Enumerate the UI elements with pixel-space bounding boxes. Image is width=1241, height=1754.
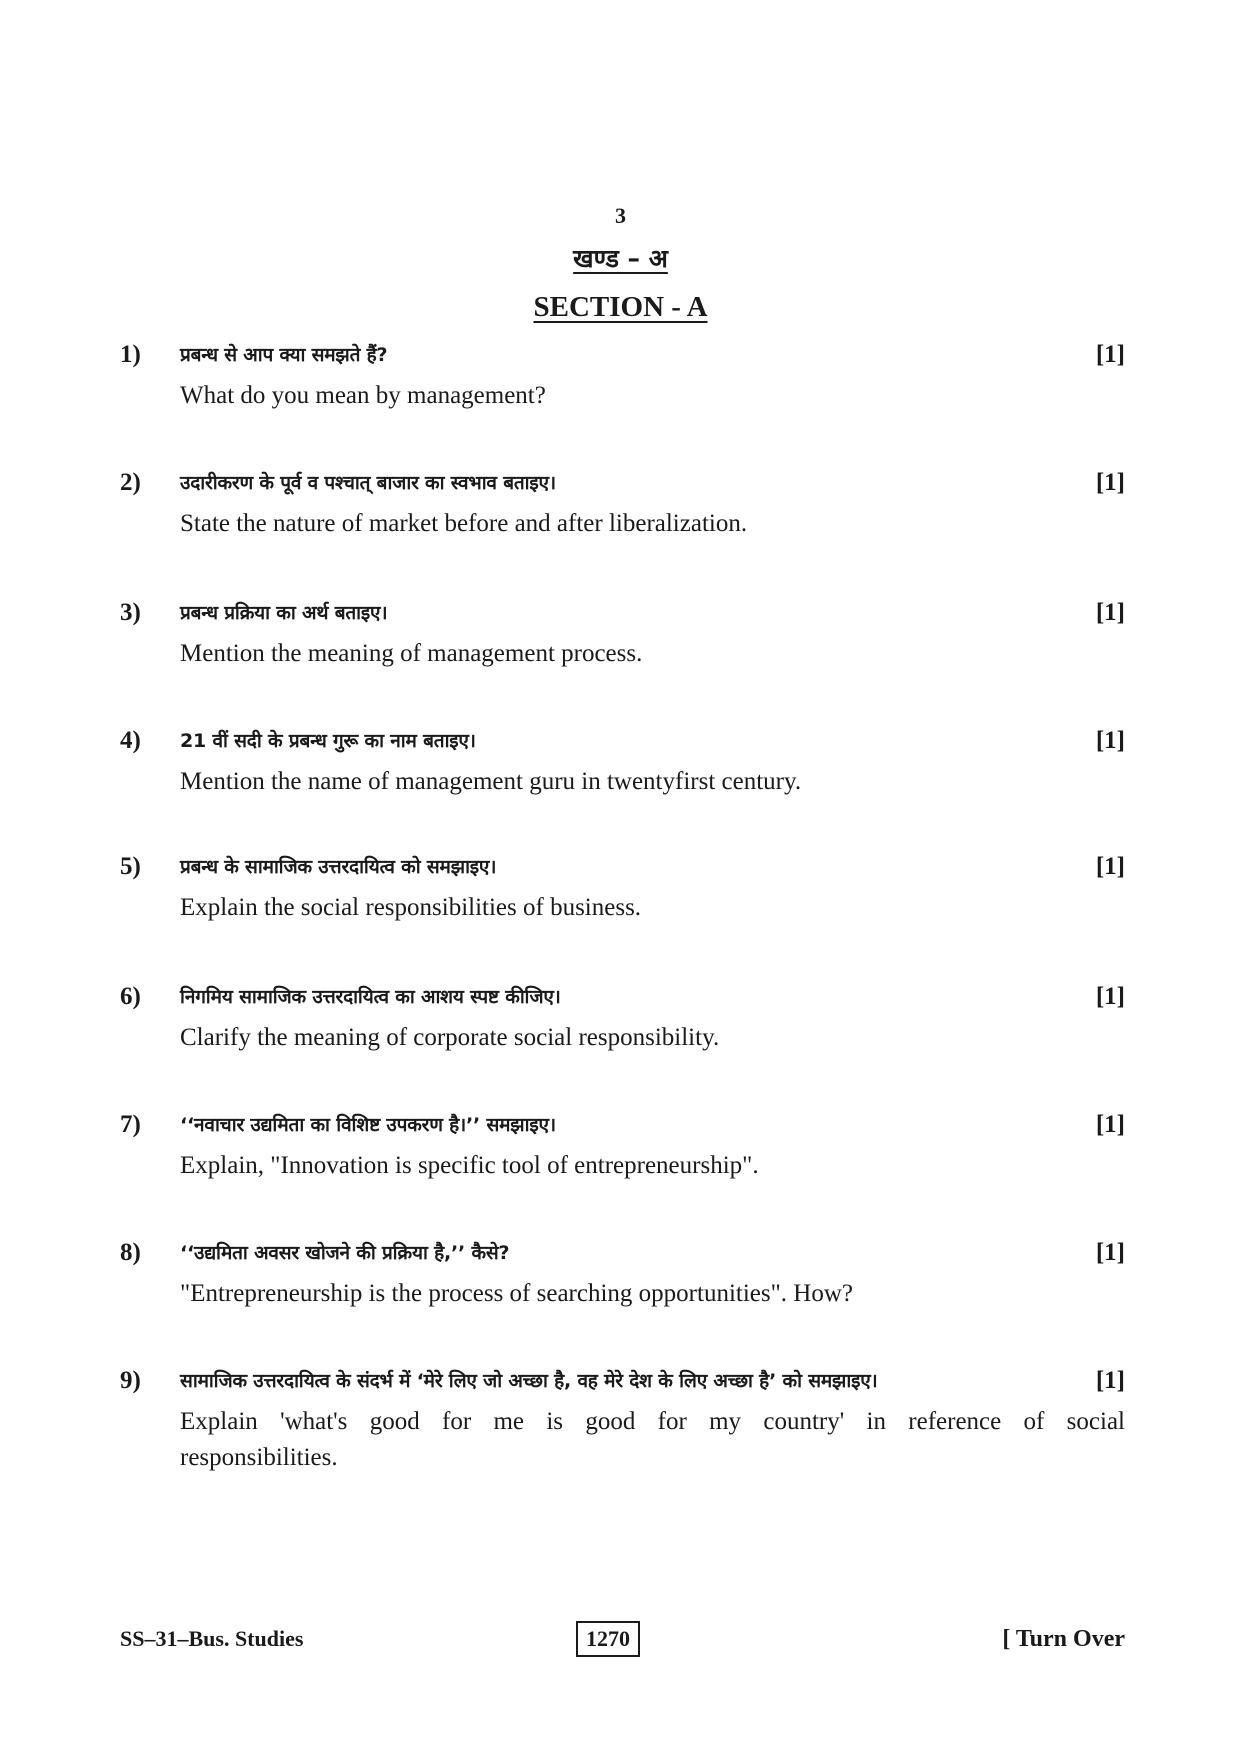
question-text-hindi: प्रबन्ध के सामाजिक उत्तरदायित्व को समझाइए। [180,856,497,878]
question-text-hindi: उदारीकरण के पूर्व व पश्चात् बाजार का स्वभाव बताइए। [180,472,556,494]
footer-subject: SS–31–Bus. Studies [120,1626,304,1651]
question-text-hindi: ‘‘उद्यमिता अवसर खोजने की प्रक्रिया है,’’ कैसे? [180,1242,510,1264]
question-marks: [1] [1095,1367,1125,1394]
question-text-hindi: ‘‘नवाचार उद्यमिता का विशिष्ट उपकरण है।’’ समझाइए। [180,1114,556,1136]
question-marks: [1] [1095,1111,1125,1138]
page-number: 3 [615,203,626,228]
question-text-hindi: प्रबन्ध से आप क्या समझते हैं? [180,344,388,366]
question-text-english: Explain, "Innovation is specific tool of entrepreneurship". [180,1152,759,1179]
question-number: 5) [120,853,141,880]
question-number: 2) [120,469,141,496]
question-text-hindi: निगमिय सामाजिक उत्तरदायित्व का आशय स्पष्ट कीजिए। [180,986,561,1008]
section-title-english-text: SECTION - A [533,291,708,323]
question-text-english: "Entrepreneurship is the process of searching opportunities". How? [180,1280,854,1307]
footer-paper-code: 1270 [576,1621,640,1657]
question-number: 4) [120,727,141,754]
question-text-hindi: सामाजिक उत्तरदायित्व के संदर्भ में ‘मेरे लिए जो अच्छा है, वह मेरे देश के लिए अच्छा है’ को समझाइए। [180,1370,878,1392]
section-title-english [0,291,1241,324]
question-number: 8) [120,1239,141,1266]
question-marks: [1] [1095,853,1125,880]
question-marks: [1] [1095,983,1125,1010]
section-title-hindi [0,241,1241,275]
section-title-hindi-text: खण्ड – अ [573,244,668,273]
question-number: 1) [120,341,141,368]
question-number: 3) [120,599,141,626]
question-text-english: Explain the social responsibilities of business. [180,894,642,921]
question-text-hindi: प्रबन्ध प्रक्रिया का अर्थ बताइए। [180,602,388,624]
question-text-english: Explain 'what's good for me is good for my country' in reference of social responsibilities. [180,1408,1125,1471]
question-marks: [1] [1095,341,1125,368]
question-number: 9) [120,1367,141,1394]
question-text-hindi: 21 वीं सदी के प्रबन्ध गुरू का नाम बताइए। [180,730,476,752]
question-marks: [1] [1095,727,1125,754]
question-marks: [1] [1095,599,1125,626]
question-text-english: Mention the name of management guru in twentyfirst century. [180,768,802,795]
question-number: 7) [120,1111,141,1138]
question-text-english: What do you mean by management? [180,382,546,409]
question-marks: [1] [1095,1239,1125,1266]
footer-turn-over: [ Turn Over [1002,1626,1125,1652]
question-text-english: State the nature of market before and after liberalization. [180,510,748,537]
question-marks: [1] [1095,469,1125,496]
question-text-english: Clarify the meaning of corporate social responsibility. [180,1024,720,1051]
question-text-english: Mention the meaning of management process. [180,640,643,667]
question-number: 6) [120,983,141,1010]
